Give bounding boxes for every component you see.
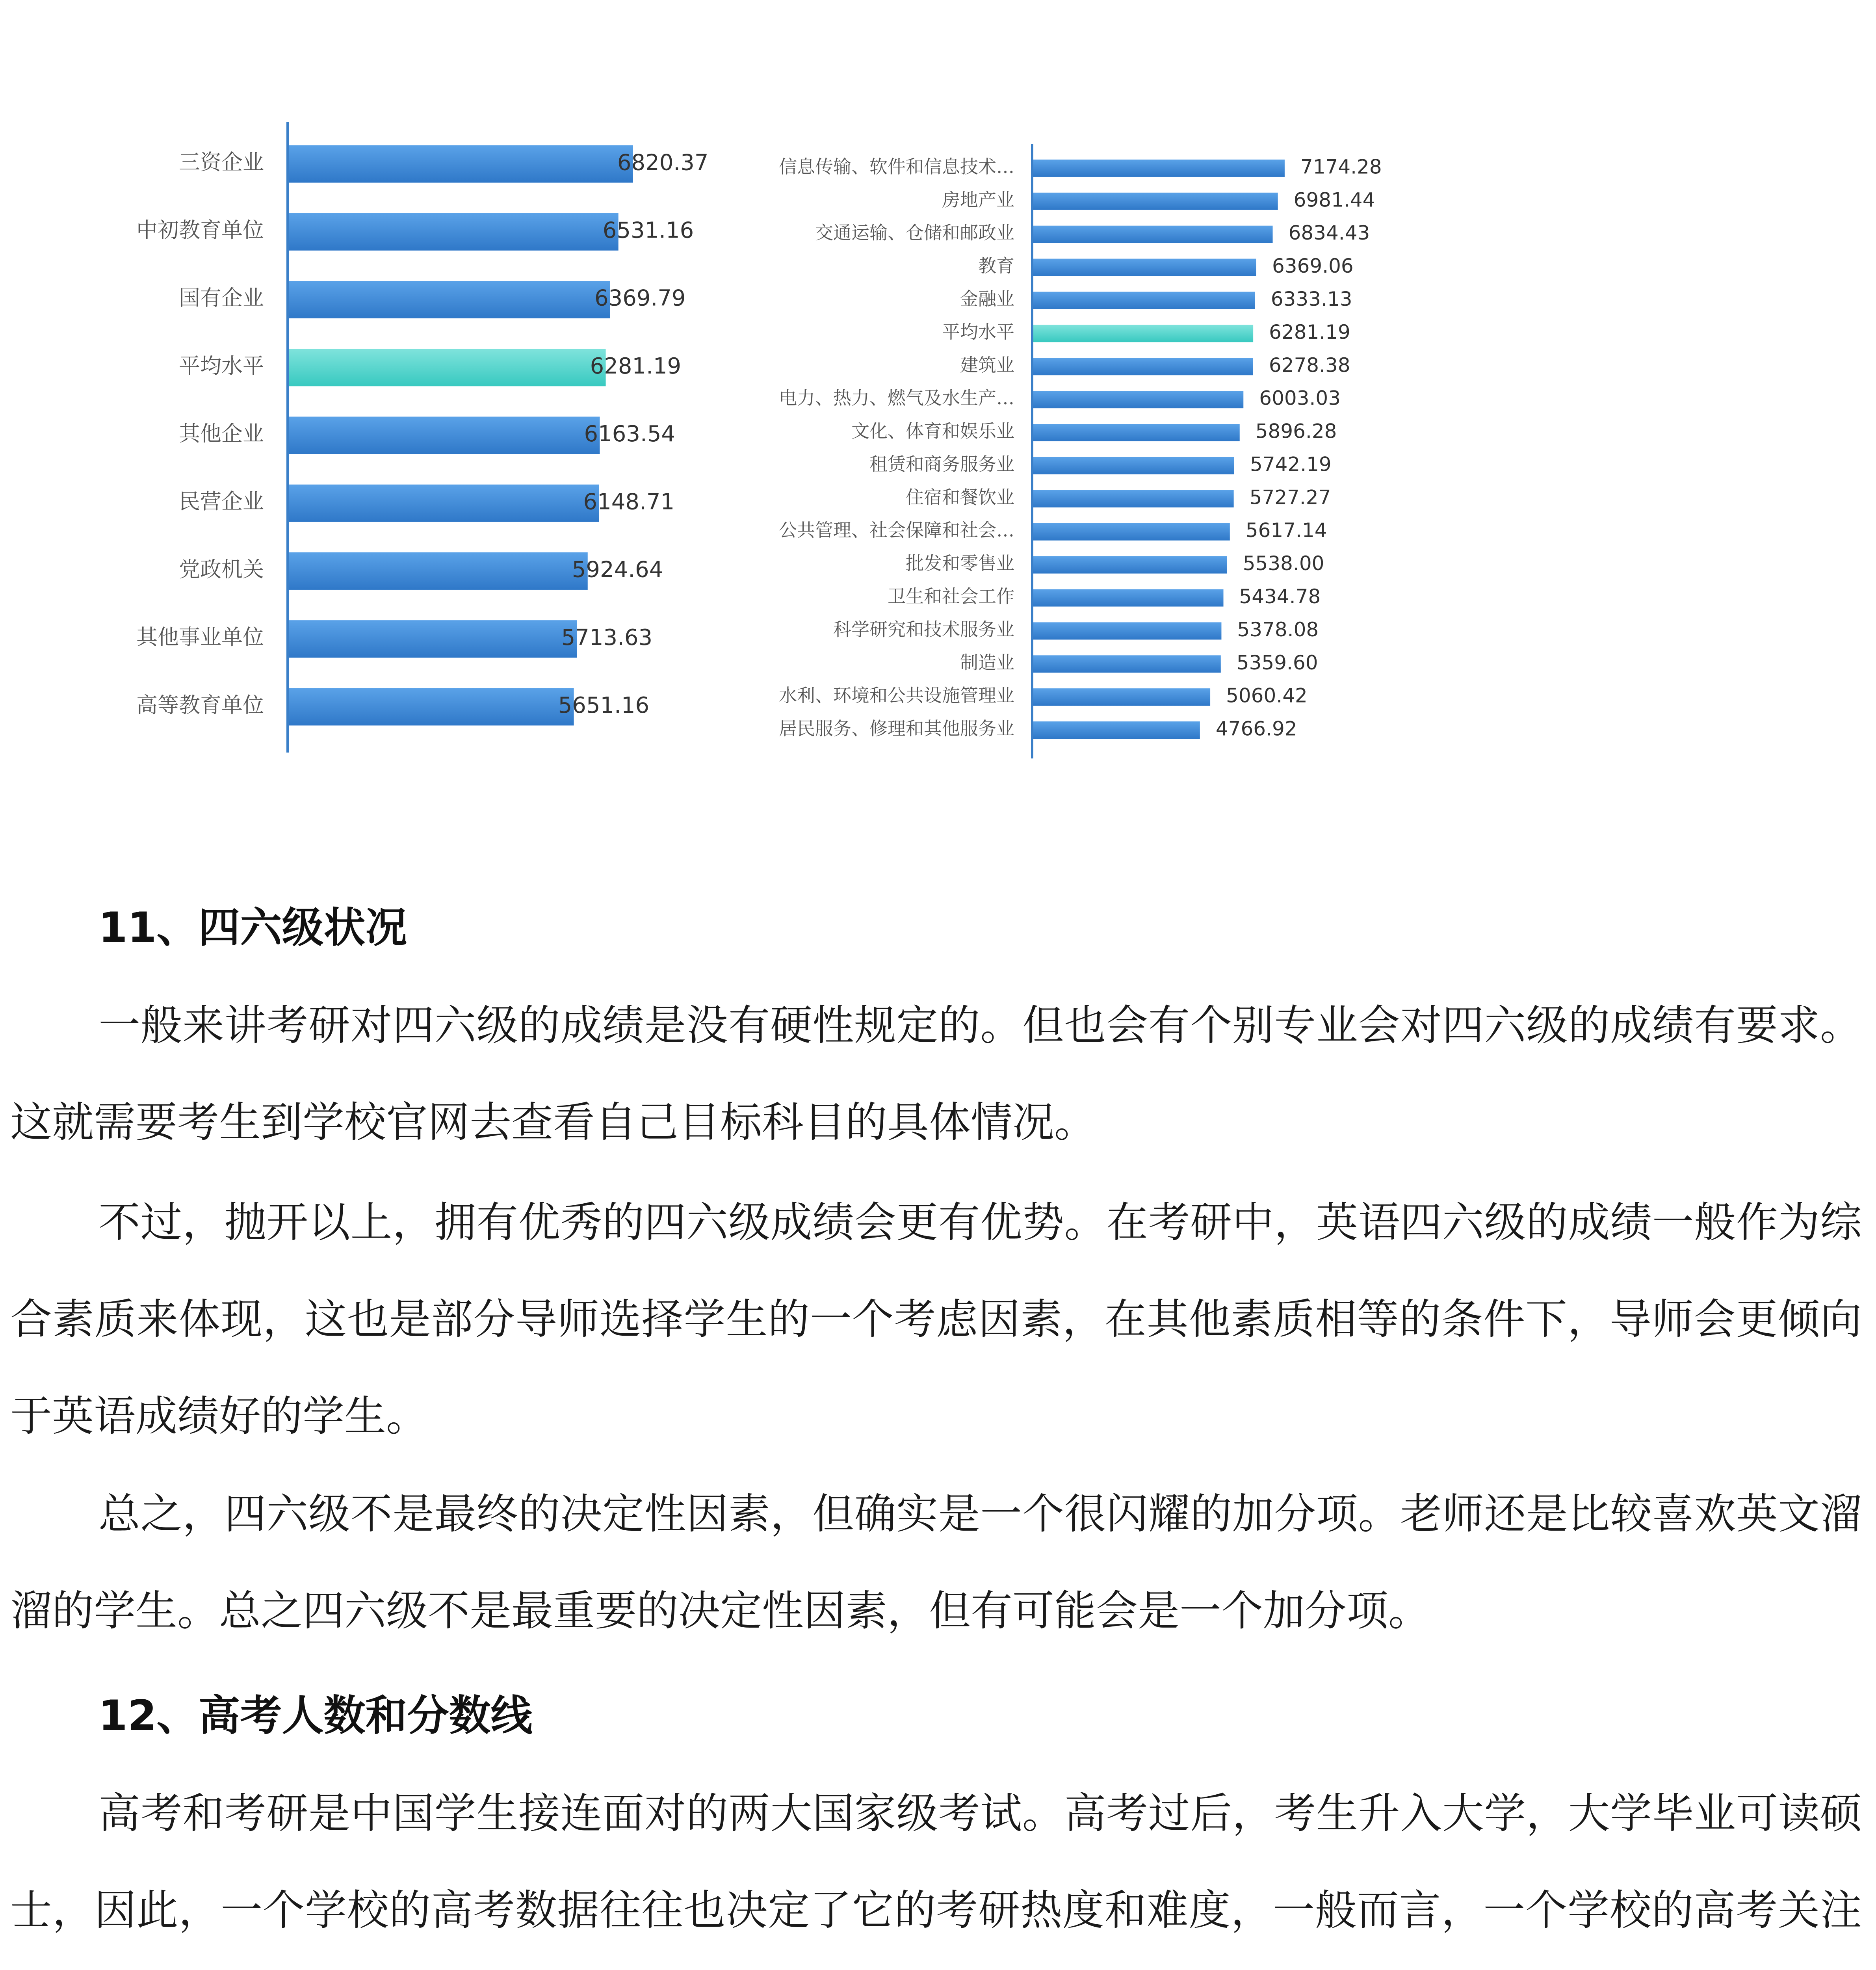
section-11-paragraph-2: 不过，抛开以上，拥有优秀的四六级成绩会更有优势。在考研中，英语四六级的成绩一般作为综合素质来体现，这也是部分导师选择学生的一个考虑因素，在其他素质相等的条件下，导师会更倾向于英语成绩好的学生。 (10, 1198, 1862, 1440)
value-label: 5434.78 (1239, 585, 1321, 608)
value-label: 5727.27 (1249, 486, 1331, 509)
section-11-paragraph-1: 一般来讲考研对四六级的成绩是没有硬性规定的。但也会有个别专业会对四六级的成绩有要求。这就需要考生到学校官网去查看自己目标科目的具体情况。 (10, 1001, 1862, 1147)
bar-average (1032, 325, 1253, 342)
category-label: 民营企业 (179, 489, 264, 514)
bar-average (288, 349, 606, 386)
section-11-heading: 11、四六级状况 (98, 903, 407, 952)
value-label: 6281.19 (1269, 320, 1350, 344)
bar-item (288, 417, 600, 454)
value-label: 6834.43 (1288, 221, 1370, 245)
salary-by-industry-svg (709, 146, 1418, 760)
value-label: 5617.14 (1245, 519, 1327, 542)
category-label: 党政机关 (179, 557, 264, 582)
bar-item (1032, 688, 1210, 706)
bar-item (1032, 358, 1253, 375)
bar-item (288, 281, 610, 318)
bar-item (1032, 160, 1285, 177)
bar-item (288, 552, 588, 590)
bar-item (1032, 589, 1224, 607)
category-label: 三资企业 (179, 150, 264, 175)
bar-item (1032, 721, 1200, 739)
category-label: 批发和零售业 (906, 552, 1014, 574)
value-label: 6148.71 (583, 489, 675, 515)
category-label: 教育 (978, 255, 1014, 277)
section-12-heading: 12、高考人数和分数线 (98, 1691, 533, 1740)
category-label: 租赁和商务服务业 (869, 453, 1014, 475)
category-label: 水利、环境和公共设施管理业 (779, 685, 1014, 706)
bar-item (1032, 424, 1240, 441)
category-label: 交通运输、仓储和邮政业 (815, 222, 1014, 243)
category-label: 制造业 (960, 652, 1014, 673)
category-label: 科学研究和技术服务业 (833, 619, 1014, 640)
value-label: 5742.19 (1250, 453, 1332, 476)
bar-item (1032, 523, 1230, 541)
value-label: 5924.64 (572, 557, 663, 583)
value-label: 5713.63 (561, 624, 653, 650)
value-label: 6003.03 (1259, 387, 1341, 410)
value-label: 6820.37 (617, 150, 709, 176)
section-12-paragraph-1: 高考和考研是中国学生接连面对的两大国家级考试。高考过后，考生升入大学，大学毕业可读硕士，因此，一个学校的高考数据往往也决定了它的考研热度和难度，一般而言，一个学校的高考关注 (10, 1789, 1862, 1935)
value-label: 5538.00 (1243, 552, 1324, 575)
salary-by-industry-chart (709, 146, 1418, 760)
category-label: 其他企业 (179, 421, 264, 446)
category-label: 公共管理、社会保障和社会… (779, 519, 1014, 541)
value-label: 6981.44 (1293, 188, 1375, 212)
value-label: 4766.92 (1215, 717, 1297, 740)
value-label: 6278.38 (1269, 353, 1350, 377)
salary-by-employer-chart (98, 118, 737, 749)
bar-item (1032, 490, 1234, 507)
category-label: 国有企业 (179, 285, 264, 310)
category-label: 居民服务、修理和其他服务业 (779, 718, 1014, 740)
category-label: 文化、体育和娱乐业 (851, 420, 1014, 442)
category-label: 平均水平 (179, 353, 264, 378)
bar-item (1032, 391, 1243, 408)
category-label: 卫生和社会工作 (888, 585, 1014, 607)
bar-item (1032, 292, 1255, 309)
bar-item (1032, 622, 1221, 639)
bar-item (288, 620, 577, 658)
value-label: 5378.08 (1237, 618, 1319, 641)
category-label: 其他事业单位 (136, 624, 264, 650)
bar-item (1032, 259, 1256, 276)
bar-item (288, 688, 574, 725)
category-label: 平均水平 (942, 321, 1014, 343)
category-label: 信息传输、软件和信息技术… (779, 156, 1014, 177)
bar-item (288, 485, 599, 522)
value-label: 6333.13 (1270, 288, 1352, 310)
category-label: 中初教育单位 (136, 217, 264, 243)
value-label: 6369.79 (594, 285, 686, 311)
category-label: 电力、热力、燃气及水生产… (779, 387, 1014, 409)
category-label: 建筑业 (960, 354, 1014, 376)
bar-item (1032, 457, 1234, 474)
value-label: 7174.28 (1300, 155, 1382, 178)
category-label: 金融业 (960, 288, 1014, 310)
value-label: 6369.06 (1272, 255, 1354, 278)
section-11-paragraph-3: 总之，四六级不是最终的决定性因素，但确实是一个很闪耀的加分项。老师还是比较喜欢英文溜溜的学生。总之四六级不是最重要的决定性因素，但有可能会是一个加分项。 (10, 1490, 1862, 1635)
category-label: 高等教育单位 (136, 692, 264, 717)
category-label: 住宿和餐饮业 (906, 486, 1014, 508)
bar-item (288, 213, 619, 251)
value-label: 6531.16 (602, 217, 694, 243)
value-label: 6163.54 (584, 421, 676, 447)
salary-by-employer-svg (98, 118, 737, 749)
category-label: 房地产业 (942, 189, 1014, 210)
value-label: 5651.16 (558, 693, 650, 719)
value-label: 6281.19 (590, 353, 682, 379)
bar-item (1032, 226, 1273, 243)
value-label: 5060.42 (1226, 684, 1308, 707)
value-label: 5359.60 (1236, 651, 1318, 674)
value-label: 5896.28 (1255, 420, 1337, 443)
bar-item (1032, 193, 1278, 210)
bar-item (1032, 556, 1227, 574)
bar-item (288, 145, 633, 183)
bar-item (1032, 655, 1221, 673)
